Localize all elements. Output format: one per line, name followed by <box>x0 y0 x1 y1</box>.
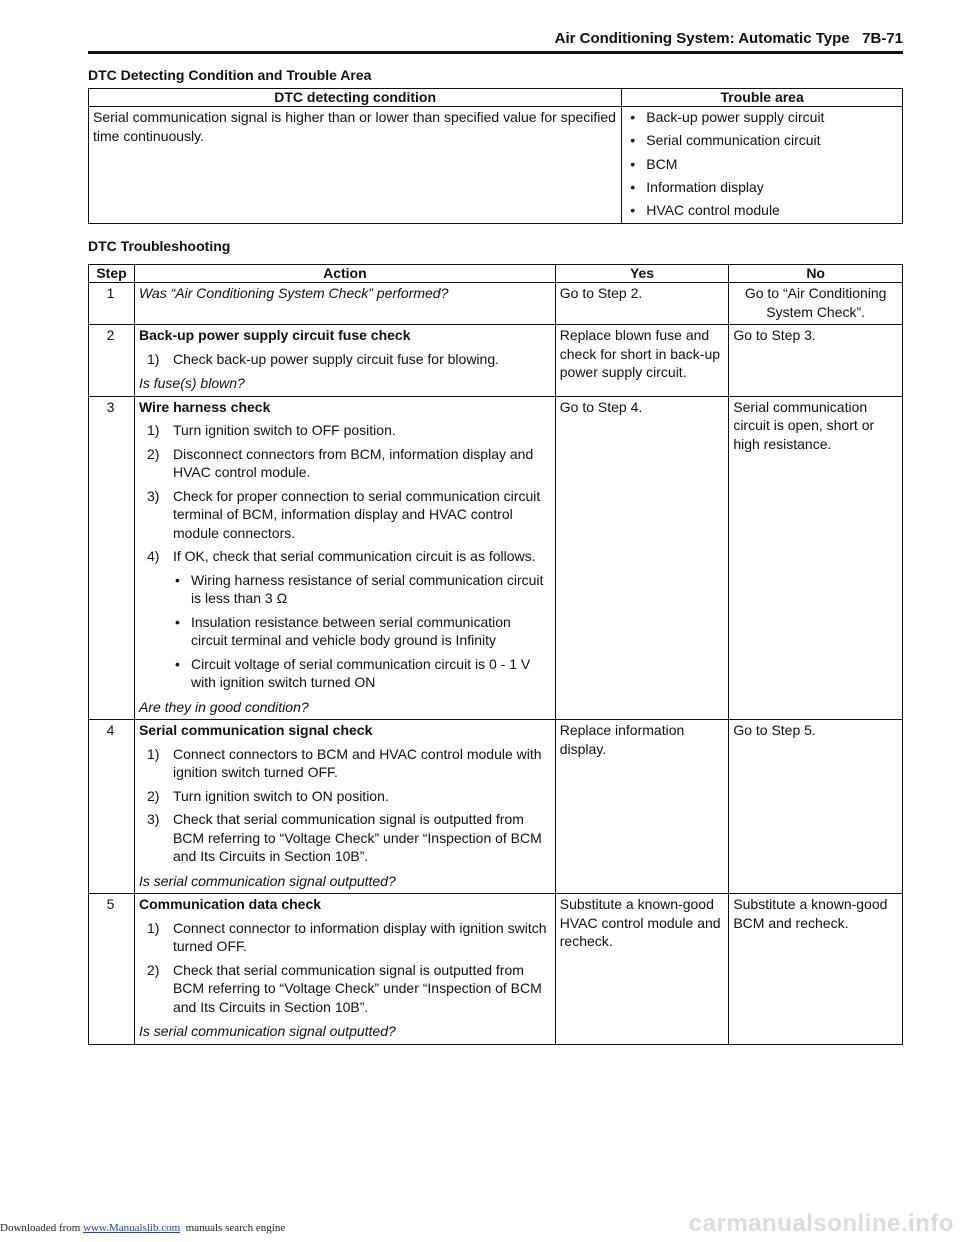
instruction-number: 1) <box>146 745 160 762</box>
manualslib-link[interactable]: www.Manualslib.com <box>83 1222 181 1234</box>
troubleshooting-section-title: DTC Troubleshooting <box>88 238 231 254</box>
step-action <box>134 720 555 894</box>
step-question: Is serial communication signal outputted? <box>138 1023 396 1039</box>
instruction-number: 3) <box>146 487 160 504</box>
instruction-item <box>147 810 551 866</box>
step-action <box>134 396 555 720</box>
step-question: Was “Air Conditioning System Check” performed? <box>138 285 449 301</box>
instruction-number: 1) <box>146 350 160 367</box>
page-number: 7B-71 <box>862 30 903 47</box>
instruction-text: Connect connectors to BCM and HVAC control module with ignition switch turned OFF. <box>172 745 542 780</box>
footer-prefix: Downloaded from <box>0 1222 81 1234</box>
trouble-area-item: • Serial communication circuit <box>626 131 898 150</box>
instruction-item <box>147 350 551 369</box>
trouble-area-list <box>626 108 898 220</box>
step-question: Are they in good condition? <box>138 698 309 715</box>
col-action-header: Action <box>134 265 555 283</box>
col-no-header: No <box>729 265 903 283</box>
page-header <box>88 30 903 54</box>
instruction-text: If OK, check that serial communication circuit is as follows. <box>172 548 536 564</box>
step-number: 4 <box>89 720 135 894</box>
instruction-number: 1) <box>146 919 160 936</box>
step-yes: Replace blown fuse and check for short in back-up power supply circuit. <box>555 325 729 397</box>
trouble-area-item: • HVAC control module <box>626 201 898 220</box>
instruction-text: Disconnect connectors from BCM, information display and HVAC control module. <box>172 445 534 480</box>
step-no: Go to “Air Conditioning System Check”. <box>729 283 903 325</box>
step-no: Go to Step 5. <box>729 720 903 894</box>
watermark: carmanualsonline.info <box>688 1210 954 1237</box>
condition-bullet: • Wiring harness resistance of serial communication circuit is less than 3 Ω <box>173 571 551 608</box>
step-row <box>89 396 903 720</box>
troubleshooting-table <box>88 264 903 1045</box>
step-question: Is serial communication signal outputted? <box>138 872 396 889</box>
instruction-item <box>147 547 551 692</box>
instruction-item <box>147 787 551 806</box>
instruction-item <box>147 421 551 440</box>
condition-bullet: • Insulation resistance between serial communication circuit terminal and vehicle body ground is Infinity <box>173 613 551 650</box>
step-yes: Go to Step 2. <box>555 283 729 325</box>
condition-cell: Serial communication signal is higher than or lower than specified value for specified time continuously. <box>89 107 622 224</box>
condition-bullet: • Circuit voltage of serial communication circuit is 0 - 1 V with ignition switch turned ON <box>173 655 551 692</box>
instruction-text: Turn ignition switch to ON position. <box>172 787 389 804</box>
instruction-number: 3) <box>146 811 160 827</box>
step-no: Go to Step 3. <box>729 325 903 397</box>
instruction-number: 1) <box>146 422 160 438</box>
trouble-area-cell <box>622 107 903 224</box>
trouble-area-item: • BCM <box>626 155 898 174</box>
download-footer <box>0 1222 285 1234</box>
col-condition-header: DTC detecting condition <box>89 89 622 107</box>
step-yes: Go to Step 4. <box>555 396 729 720</box>
detect-section-title: DTC Detecting Condition and Trouble Area <box>88 67 372 83</box>
step-yes: Replace information display. <box>555 720 729 894</box>
instruction-text: Turn ignition switch to OFF position. <box>172 422 396 438</box>
step-title: Serial communication signal check <box>138 722 373 738</box>
step-instructions <box>147 421 551 692</box>
step-title: Wire harness check <box>138 398 271 415</box>
step-row <box>89 325 903 397</box>
step-number: 2 <box>89 325 135 397</box>
step-row <box>89 283 903 325</box>
step-action <box>134 894 555 1045</box>
instruction-text: Check back-up power supply circuit fuse for blowing. <box>172 350 500 367</box>
step-action <box>134 283 555 325</box>
instruction-item <box>147 961 551 1017</box>
col-yes-header: Yes <box>555 265 729 283</box>
step-instructions <box>147 919 551 1017</box>
footer-suffix: manuals search engine <box>185 1222 286 1234</box>
step-instructions <box>147 745 551 866</box>
instruction-number: 2) <box>146 445 160 462</box>
instruction-text: Check that serial communication signal is outputted from BCM referring to “Voltage Check” under “Inspection of BCM and Its Circuits in Section 10B”. <box>172 811 542 864</box>
instruction-item <box>147 919 551 956</box>
instruction-number: 4) <box>146 548 160 564</box>
step-question: Is fuse(s) blown? <box>138 375 245 391</box>
instruction-item <box>147 745 551 782</box>
instruction-text: Connect connector to information display with ignition switch turned OFF. <box>172 919 547 954</box>
col-step-header: Step <box>89 265 135 283</box>
step-no: Serial communication circuit is open, short or high resistance. <box>729 396 903 720</box>
step-no: Substitute a known-good BCM and recheck. <box>729 894 903 1045</box>
step-instructions <box>147 350 551 369</box>
instruction-text: Check for proper connection to serial communication circuit terminal of BCM, information display and HVAC control module connectors. <box>172 487 541 541</box>
condition-bullets <box>173 571 551 692</box>
trouble-area-item: • Information display <box>626 178 898 197</box>
instruction-item <box>147 445 551 482</box>
detect-table <box>88 88 903 224</box>
instruction-number: 2) <box>146 961 160 978</box>
step-title: Communication data check <box>138 896 322 912</box>
step-title: Back-up power supply circuit fuse check <box>138 327 411 343</box>
header-title: Air Conditioning System: Automatic Type <box>554 30 850 47</box>
instruction-text: Check that serial communication signal is outputted from BCM referring to “Voltage Check” under “Inspection of BCM and Its Circuits in Section 10B”. <box>172 961 542 1015</box>
trouble-area-item: • Back-up power supply circuit <box>626 108 898 127</box>
step-action <box>134 325 555 397</box>
instruction-number: 2) <box>146 787 160 804</box>
step-number: 1 <box>89 283 135 325</box>
step-row <box>89 894 903 1045</box>
step-number: 5 <box>89 894 135 1045</box>
step-yes: Substitute a known-good HVAC control module and recheck. <box>555 894 729 1045</box>
step-number: 3 <box>89 396 135 720</box>
col-area-header: Trouble area <box>622 89 903 107</box>
instruction-item <box>147 487 551 543</box>
step-row <box>89 720 903 894</box>
